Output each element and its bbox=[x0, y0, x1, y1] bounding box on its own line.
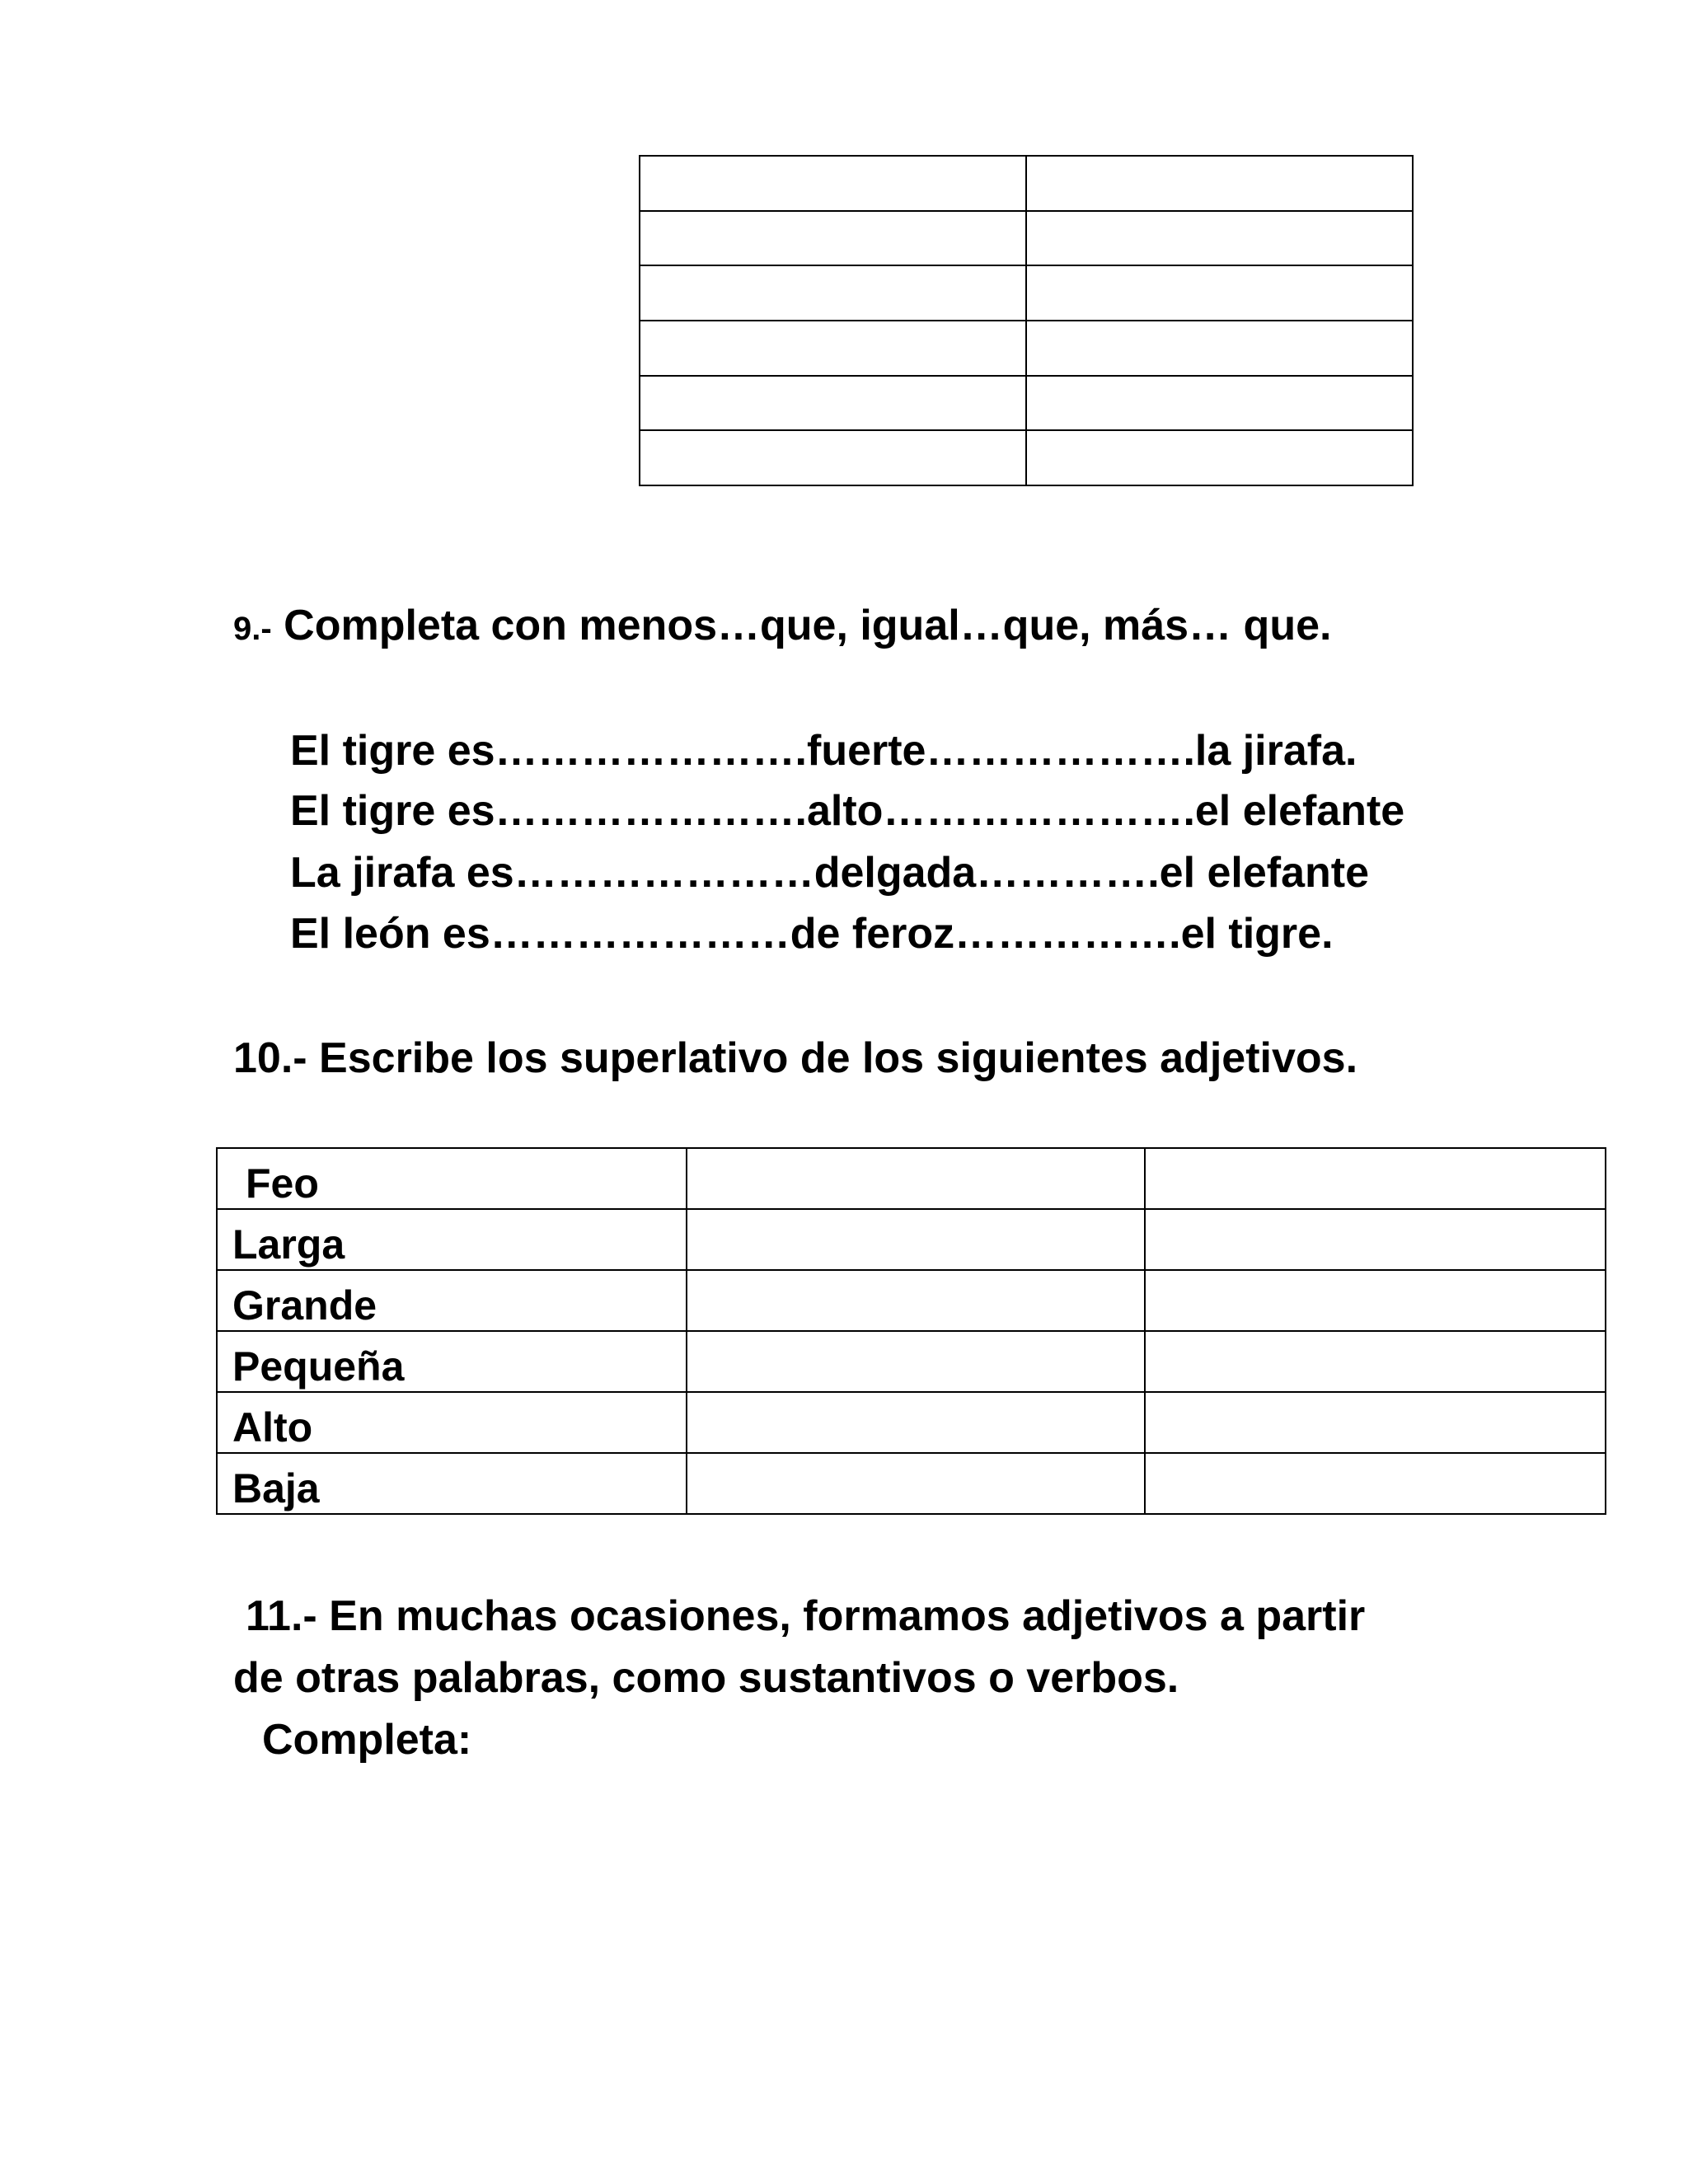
answer-cell[interactable] bbox=[640, 430, 1026, 485]
table-row bbox=[217, 1453, 1606, 1514]
table-row bbox=[640, 156, 1413, 211]
adjective-cell: Grande bbox=[217, 1270, 687, 1331]
section-11-instruction: Completa: bbox=[262, 1716, 472, 1764]
answer-cell[interactable] bbox=[1026, 211, 1413, 266]
adjective-cell: Feo bbox=[217, 1148, 687, 1209]
section-9-heading bbox=[233, 604, 1331, 647]
table-row bbox=[217, 1331, 1606, 1392]
answer-cell[interactable] bbox=[640, 265, 1026, 321]
answer-cell[interactable] bbox=[687, 1392, 1145, 1453]
answer-cell[interactable] bbox=[1026, 376, 1413, 431]
answer-cell[interactable] bbox=[640, 156, 1026, 211]
answer-cell[interactable] bbox=[1145, 1270, 1606, 1331]
table-row bbox=[217, 1392, 1606, 1453]
answer-cell[interactable] bbox=[1026, 321, 1413, 376]
sentence-3: La jirafa es…………………delgada………….el elefante bbox=[290, 849, 1369, 897]
table-row bbox=[217, 1209, 1606, 1270]
section-9-title: Completa con menos…que, igual…que, más… que. bbox=[271, 602, 1332, 649]
superlative-table bbox=[216, 1147, 1606, 1515]
answer-cell[interactable] bbox=[1026, 265, 1413, 321]
answer-cell[interactable] bbox=[1145, 1331, 1606, 1392]
section-10-title: 10.- Escribe los superlativo de los siguientes adjetivos. bbox=[233, 1034, 1358, 1082]
adjective-cell: Pequeña bbox=[217, 1331, 687, 1392]
table-row bbox=[640, 321, 1413, 376]
answer-cell[interactable] bbox=[687, 1270, 1145, 1331]
table-row bbox=[217, 1148, 1606, 1209]
answer-cell[interactable] bbox=[687, 1209, 1145, 1270]
answer-cell[interactable] bbox=[1026, 156, 1413, 211]
sentence-4: El león es…………………de feroz…………….el tigre. bbox=[290, 910, 1334, 958]
section-9-number: 9.- bbox=[233, 611, 272, 647]
table-row bbox=[640, 376, 1413, 431]
answer-cell[interactable] bbox=[640, 376, 1026, 431]
adjective-cell: Larga bbox=[217, 1209, 687, 1270]
answer-cell[interactable] bbox=[687, 1148, 1145, 1209]
answer-cell[interactable] bbox=[1026, 430, 1413, 485]
answer-cell[interactable] bbox=[1145, 1392, 1606, 1453]
answer-cell[interactable] bbox=[640, 211, 1026, 266]
sentence-2: El tigre es………………….alto………………….el elefante bbox=[290, 787, 1405, 835]
answer-cell[interactable] bbox=[640, 321, 1026, 376]
empty-answer-table bbox=[639, 155, 1414, 486]
table-row bbox=[640, 430, 1413, 485]
section-11-text-line-2: de otras palabras, como sustantivos o verbos. bbox=[233, 1654, 1179, 1702]
section-11-text-line-1: 11.- En muchas ocasiones, formamos adjetivos a partir bbox=[246, 1592, 1366, 1640]
table-row bbox=[640, 265, 1413, 321]
answer-cell[interactable] bbox=[1145, 1453, 1606, 1514]
table-row bbox=[640, 211, 1413, 266]
table-row bbox=[217, 1270, 1606, 1331]
sentence-1: El tigre es………………….fuerte……………….la jirafa. bbox=[290, 727, 1357, 775]
adjective-cell: Alto bbox=[217, 1392, 687, 1453]
answer-cell[interactable] bbox=[687, 1331, 1145, 1392]
adjective-cell: Baja bbox=[217, 1453, 687, 1514]
answer-cell[interactable] bbox=[1145, 1209, 1606, 1270]
answer-cell[interactable] bbox=[687, 1453, 1145, 1514]
answer-cell[interactable] bbox=[1145, 1148, 1606, 1209]
